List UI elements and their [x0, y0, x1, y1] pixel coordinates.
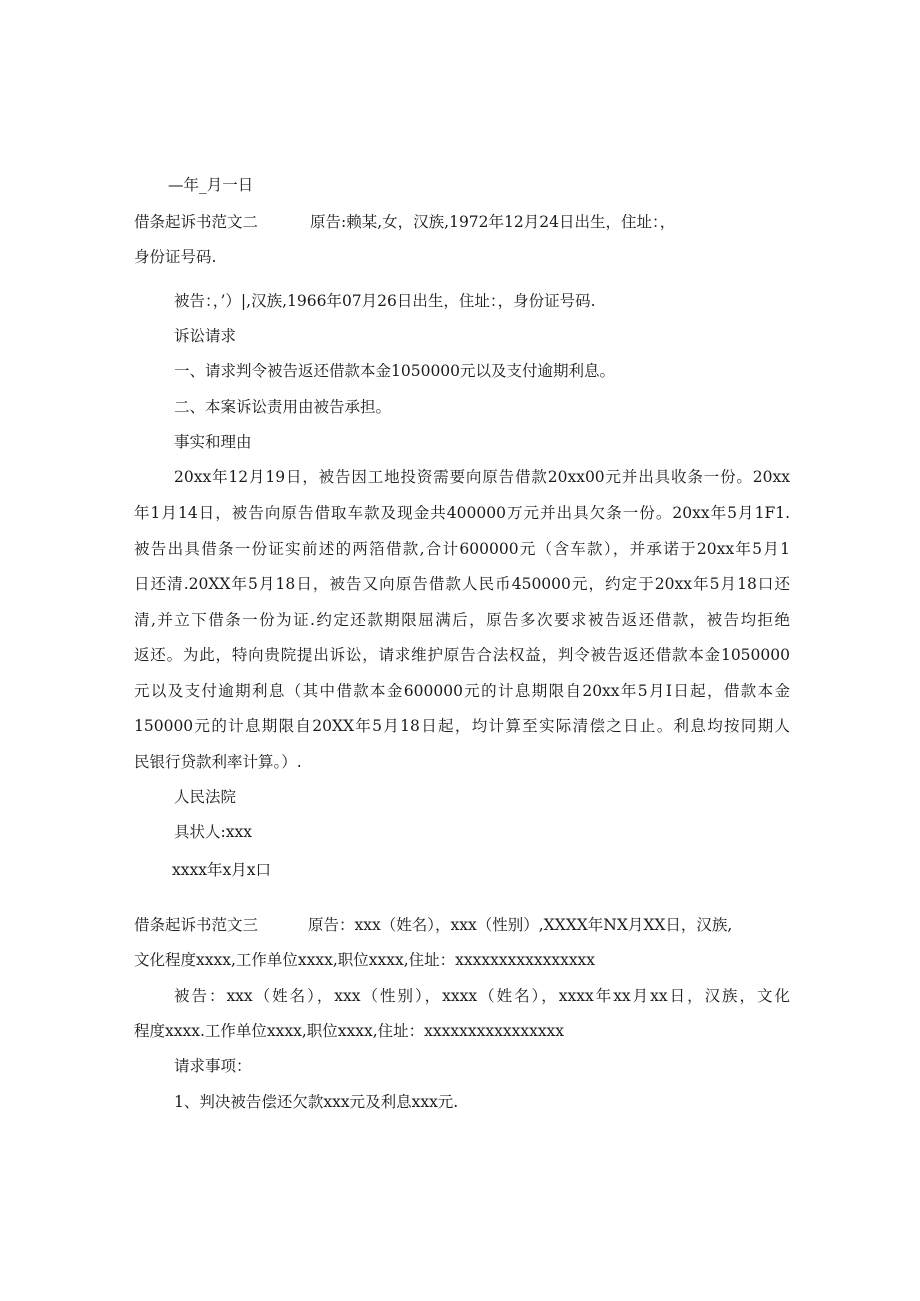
section2-claim-1: 一、请求判令被告返还借款本金1050000元以及支付逾期利息。: [174, 362, 616, 380]
section3-defendant-line1: 被告：xxx（姓名），xxx（性别），xxxx（姓名），xxxx年xx月xx日，汉族，文化: [174, 987, 790, 1005]
section3-request-heading: 请求事项：: [174, 1057, 252, 1075]
section3-request-1: 1、判决被告偿还欠款xxx元及利息xxx元.: [174, 1093, 459, 1111]
section3-plaintiff-line2: 文化程度xxxx,工作单位xxxx,职位xxxx,住址：xxxxxxxxxxxxxxxx: [134, 951, 596, 969]
section2-title: 借条起诉书范文二: [134, 213, 259, 231]
section2-facts-line: 被告出具借条一份证实前述的两箔借款,合计600000元（含车款），并承诺于20xx年5月1: [134, 540, 790, 558]
section2-facts-line: 150000元的计息期限自20XX年5月18日起，均计算至实际清偿之日止。利息均按同期人: [134, 717, 790, 735]
section2-facts-line: 民银行贷款利率计算。）.: [134, 753, 302, 771]
section2-plaintiff-line1: 原告:赖某,女，汉族,1972年12月24日出生，住址：，: [310, 213, 676, 231]
section2-plaintiff-line2: 身份证号码.: [134, 248, 217, 266]
section2-facts-line: 清,并立下借条一份为证.约定还款期限屈满后，原告多次要求被告返还借款，被告均拒绝: [134, 611, 790, 629]
section3-title: 借条起诉书范文三: [134, 916, 259, 934]
section2-sign-date: xxxx年x月x口: [172, 861, 271, 879]
date-line: —年_月一日: [168, 176, 254, 194]
section3-plaintiff-line1: 原告：xxx（姓名），xxx（性别）,XXXX年NX月XX日，汉族,: [308, 916, 733, 934]
section2-facts-line: 返还。为此，特向贵院提出诉讼，请求维护原告合法权益，判令被告返还借款本金1050000: [134, 646, 790, 664]
section2-claim-2: 二、本案诉讼责用由被告承担。: [174, 398, 392, 416]
section2-facts-line: 元以及支付逾期利息（其中借款本金600000元的计息期限自20xx年5月I日起，借款本金: [134, 682, 790, 700]
section2-claims-heading: 诉讼请求: [174, 327, 237, 345]
section3-defendant-line2: 程度xxxx.工作单位xxxx,职位xxxx,住址：xxxxxxxxxxxxxxxx: [134, 1022, 565, 1040]
section2-facts-line: 年1月14日，被告向原告借取车款及现金共400000万元并出具欠条一份。20xx年5月1F1.: [134, 504, 790, 522]
section2-facts-line: 日还清.20XX年5月18日，被告又向原告借款人民币450000元，约定于20xx年5月18口还: [134, 575, 790, 593]
section2-defendant: 被告：，’）|,汉族,1966年07月26日出生，住址：，身份证号码.: [174, 292, 596, 310]
section2-facts-line: 20xx年12月19日，被告因工地投资需要向原告借款20xx00元并出具收条一份。20xx: [174, 468, 790, 486]
section2-facts-heading: 事实和理由: [174, 433, 252, 451]
section2-court: 人民法院: [174, 788, 237, 806]
section2-signer: 具状人:xxx: [174, 823, 252, 841]
